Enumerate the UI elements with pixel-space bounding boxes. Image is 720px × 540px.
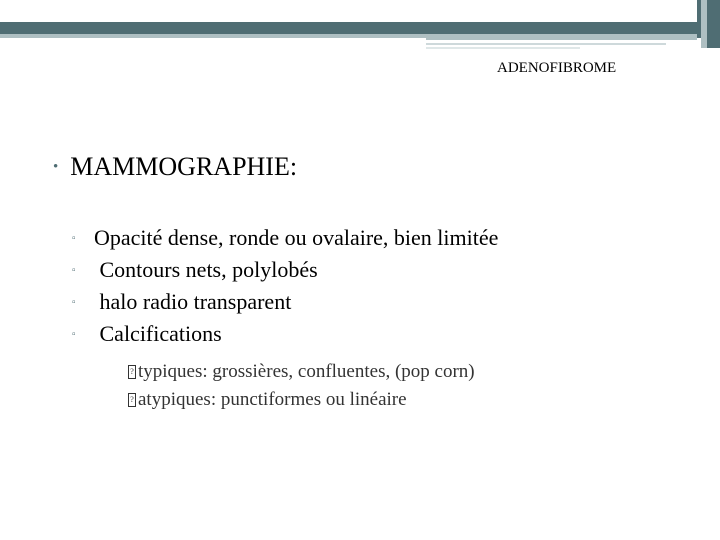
missing-glyph-icon: ?: [128, 365, 136, 379]
main-bullet: [53, 152, 297, 182]
main-bullet-text: MAMMOGRAPHIE:: [70, 152, 298, 181]
decor-line: [426, 43, 666, 45]
list-item-text: halo radio transparent: [94, 289, 292, 314]
list-item-text: Opacité dense, ronde ou ovalaire, bien limitée: [94, 225, 499, 250]
list-item: [72, 222, 498, 254]
decor-line: [426, 38, 697, 40]
header-band: [0, 22, 697, 34]
list-item-text: atypiques: punctiformes ou linéaire: [138, 389, 407, 410]
sub-list: [72, 222, 498, 350]
slide-title: ADENOFIBROME: [497, 60, 617, 76]
list-item: [128, 386, 475, 414]
square-bullet-icon: ▫: [72, 232, 76, 244]
missing-glyph-icon: ?: [128, 393, 136, 407]
list-item: [72, 254, 498, 286]
list-item: [72, 318, 498, 350]
square-bullet-icon: ▫: [72, 264, 76, 276]
square-bullet-icon: ▫: [72, 296, 76, 308]
sub-sub-list: [128, 358, 475, 414]
list-item-text: typiques: grossières, confluentes, (pop corn): [138, 361, 475, 382]
square-bullet-icon: ▫: [72, 328, 76, 340]
list-item-text: Contours nets, polylobés: [94, 257, 318, 282]
bullet-icon: •: [53, 158, 59, 175]
list-item: [72, 286, 498, 318]
decor-line: [426, 47, 580, 49]
list-item: [128, 358, 475, 386]
corner-band-end: [707, 0, 720, 48]
list-item-text: Calcifications: [94, 321, 222, 346]
